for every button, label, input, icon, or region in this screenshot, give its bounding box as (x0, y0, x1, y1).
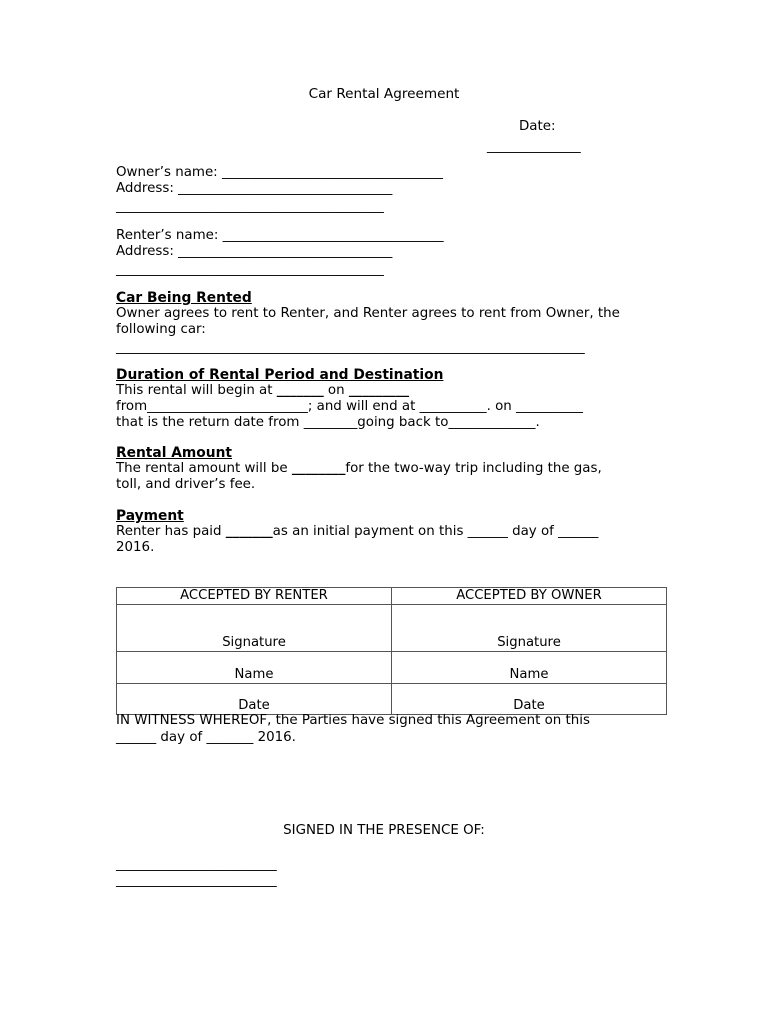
start-time-blank: _______ (276, 383, 324, 398)
page-title: Car Rental Agreement (308, 86, 460, 102)
renter-signature-cell: Signature (117, 605, 392, 652)
table-row (117, 588, 667, 605)
payment-amount-blank: _______ (225, 524, 273, 539)
witness-line-2: ______ day of _______ 2016. (116, 730, 296, 745)
duration-text-c: on (323, 383, 349, 398)
amount-text-a: The rental amount will be (116, 461, 292, 476)
duration-line-3: that is the return date from ________going back to_____________. (116, 415, 540, 430)
owner-name-line: Owner’s name: _________________________________ (116, 165, 443, 180)
duration-text-a: This rental will begin at (116, 383, 277, 398)
amount-line-1 (116, 461, 602, 477)
owner-name-cell: Name (392, 652, 667, 684)
car-being-rented-heading: Car Being Rented (116, 290, 252, 306)
payment-line-2: 2016. (116, 540, 155, 555)
table-row (117, 684, 667, 715)
payment-line-1 (116, 524, 598, 540)
payment-text-a: Renter has paid (116, 524, 226, 539)
owner-address-line-2: ________________________________________ (116, 199, 384, 214)
duration-line-2: from________________________; and will end at __________. on __________ (116, 399, 583, 414)
renter-address-line: Address: ________________________________ (116, 244, 393, 259)
owner-address-line: Address: ________________________________ (116, 181, 393, 196)
witness-signature-line-1: ________________________ (116, 857, 277, 872)
renter-name-cell: Name (117, 652, 392, 684)
car-paragraph-line-1: Owner agrees to rent to Renter, and Renter agrees to rent from Owner, the (116, 306, 620, 321)
table-row (117, 605, 667, 652)
amount-text-c: for the two-way trip including the gas, (345, 461, 602, 476)
owner-signature-cell: Signature (392, 605, 667, 652)
date-label: Date: (519, 119, 556, 134)
car-blank-line: ______________________________________________________________________ (116, 340, 585, 355)
date-blank: ______________ (487, 139, 581, 154)
renter-address-line-2: ________________________________________ (116, 262, 384, 277)
rental-amount-heading: Rental Amount (116, 445, 233, 461)
signed-in-presence-heading: SIGNED IN THE PRESENCE OF: (283, 823, 485, 838)
witness-signature-line-2: ________________________ (116, 873, 277, 888)
owner-date-cell: Date (392, 684, 667, 715)
amount-blank: ________ (291, 461, 346, 476)
renter-name-line: Renter’s name: _________________________________ (116, 228, 444, 243)
payment-text-c: as an initial payment on this ______ day of ______ (272, 524, 599, 539)
acceptance-table (116, 587, 667, 715)
renter-date-cell: Date (117, 684, 392, 715)
payment-heading: Payment (116, 508, 184, 524)
renter-column-header: ACCEPTED BY RENTER (117, 588, 392, 605)
duration-heading: Duration of Rental Period and Destination (116, 367, 444, 383)
owner-column-header: ACCEPTED BY OWNER (392, 588, 667, 605)
start-date-blank: _________ (348, 383, 410, 398)
table-row (117, 652, 667, 684)
car-paragraph-line-2: following car: (116, 322, 206, 337)
duration-line-1 (116, 383, 409, 399)
amount-line-2: toll, and driver’s fee. (116, 477, 256, 492)
witness-line-1: IN WITNESS WHEREOF, the Parties have signed this Agreement on this (116, 713, 590, 728)
